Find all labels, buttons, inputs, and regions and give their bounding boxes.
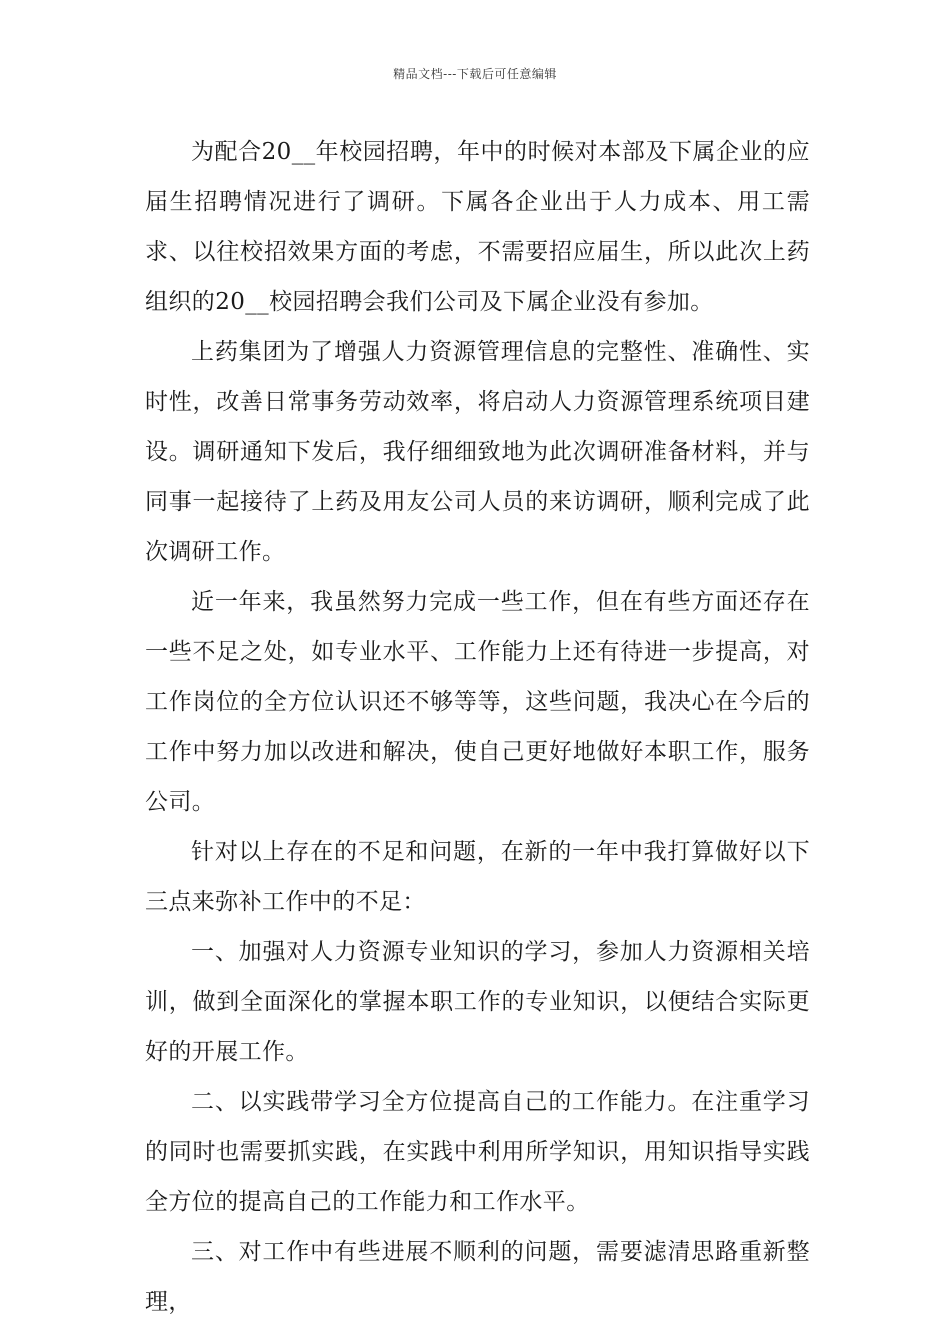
paragraph-plan-item-3: 三、对工作中有些进展不顺利的问题，需要滤清思路重新整理， [145,1239,810,1315]
paragraph-plan-intro: 针对以上存在的不足和问题，在新的一年中我打算做好以下三点来弥补工作中的不足： [145,839,810,915]
paragraph-plan-item-2: 二、以实践带学习全方位提高自己的工作能力。在注重学习的同时也需要抓实践，在实践中利用所学知识，用知识指导实践全方位的提高自己的工作能力和工作水平。 [145,1089,810,1215]
page-header: 精品文档---下载后可任意编辑 [393,67,557,81]
paragraph-hr-system-survey: 上药集团为了增强人力资源管理信息的完整性、准确性、实时性，改善日常事务劳动效率，将启动人力资源管理系统项目建设。调研通知下发后，我仔细细致地为此次调研准备材料，并与同事一起接待了上药及用友公司人员的来访调研，顺利完成了此次调研工作。 [145,339,810,565]
paragraph-shortcomings: 近一年来，我虽然努力完成一些工作，但在有些方面还存在一些不足之处，如专业水平、工作能力上还有待进一步提高，对工作岗位的全方位认识还不够等等，这些问题，我决心在今后的工作中努力加以改进和解决，使自己更好地做好本职工作，服务公司。 [145,589,810,815]
document-body [145,127,810,1327]
paragraph-campus-recruitment: 为配合20__年校园招聘，年中的时候对本部及下属企业的应届生招聘情况进行了调研。下属各企业出于人力成本、用工需求、以往校招效果方面的考虑，不需要招应届生，所以此次上药组织的20__校园招聘会我们公司及下属企业没有参加。 [145,139,810,315]
paragraph-plan-item-1: 一、加强对人力资源专业知识的学习，参加人力资源相关培训，做到全面深化的掌握本职工作的专业知识，以便结合实际更好的开展工作。 [145,939,810,1065]
